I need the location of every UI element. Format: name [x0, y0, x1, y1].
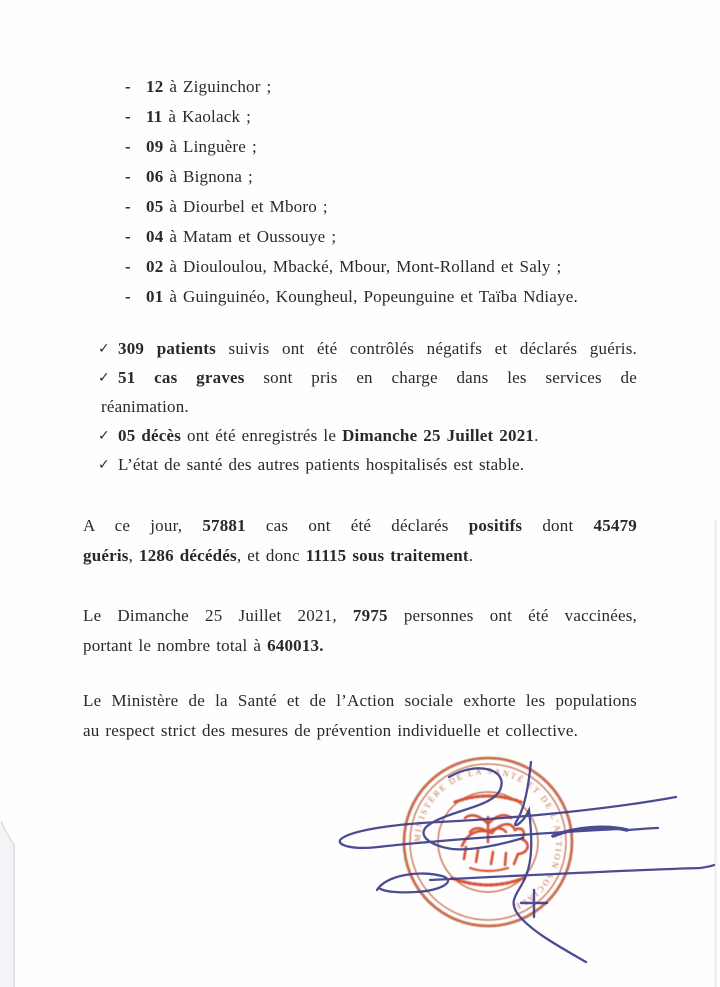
check-icon: ✓: [98, 457, 110, 473]
dash-bullet: -: [125, 257, 131, 276]
case-count: 01: [146, 287, 164, 306]
dash-bullet: -: [125, 77, 131, 96]
case-list: [83, 72, 637, 312]
signature-lower-stroke: [430, 865, 714, 880]
highlight-line: L’état de santé des autres patients hospitalisés est stable.: [118, 455, 525, 474]
paragraph-ministry: [83, 686, 637, 746]
case-list-item: [83, 72, 637, 102]
case-count: 12: [146, 77, 164, 96]
paragraph-line: A ce jour, 57881 cas ont été déclarés positifs dont 45479: [83, 516, 637, 535]
dash-bullet: -: [125, 287, 131, 306]
highlight-line: 51 cas graves sont pris en charge dans les services de: [118, 368, 637, 387]
stamp-emblem: [452, 796, 528, 885]
stamp-inner-ring: [410, 764, 566, 920]
dash-bullet: -: [125, 137, 131, 156]
case-count: 11: [146, 107, 163, 126]
check-icon: ✓: [98, 428, 110, 444]
dash-bullet: -: [125, 227, 131, 246]
case-text: à Kaolack ;: [162, 107, 252, 126]
highlight-line: 05 décès ont été enregistrés le Dimanche 25 Juillet 2021.: [118, 426, 539, 445]
case-list-item: [83, 252, 637, 282]
ministry-stamp: [404, 758, 572, 926]
case-text: à Linguère ;: [163, 137, 257, 156]
paragraph-line: Le Dimanche 25 Juillet 2021, 7975 personnes ont été vaccinées,: [83, 606, 637, 625]
check-icon: ✓: [98, 341, 110, 357]
paragraph-totals: [83, 511, 637, 571]
dash-bullet: -: [125, 167, 131, 186]
highlight-line: 309 patients suivis ont été contrôlés négatifs et déclarés guéris.: [118, 339, 637, 358]
paragraph-vaccination: [83, 601, 637, 661]
paragraph-line: au respect strict des mesures de prévention individuelle et collective.: [83, 721, 579, 740]
document-content: [83, 0, 637, 746]
case-text: à Diourbel et Mboro ;: [163, 197, 328, 216]
case-list-item: [83, 282, 637, 312]
case-text: à Diouloulou, Mbacké, Mbour, Mont-Rolland et Saly ;: [163, 257, 562, 276]
dash-bullet: -: [125, 107, 131, 126]
stamp-center-ring: [438, 792, 538, 892]
case-text: à Guinguinéo, Koungheul, Popeunguine et Taïba Ndiaye.: [163, 287, 578, 306]
signature-lower-loop: [377, 874, 448, 893]
page-edge-right: [714, 520, 717, 987]
highlight-item: [98, 334, 637, 363]
case-count: 06: [146, 167, 164, 186]
signature-upper-stroke: [340, 797, 676, 848]
highlight-item: [98, 450, 637, 479]
paragraph-line: guéris, 1286 décédés, et donc 11115 sous traitement.: [83, 546, 474, 565]
dash-bullet: -: [125, 197, 131, 216]
case-list-item: [83, 192, 637, 222]
case-text: à Ziguinchor ;: [163, 77, 272, 96]
signature-pen-hook: [553, 827, 627, 836]
signature-upper-tail: [627, 828, 658, 830]
case-list-item: [83, 162, 637, 192]
case-count: 09: [146, 137, 164, 156]
signature-s-curl: [424, 768, 523, 849]
case-count: 04: [146, 227, 164, 246]
signature-descender: [514, 762, 586, 962]
signature-cross-mark: [521, 890, 547, 917]
highlight-item: [98, 363, 637, 421]
highlight-line: réanimation.: [101, 397, 189, 416]
case-text: à Bignona ;: [163, 167, 253, 186]
highlight-item: [98, 421, 637, 450]
case-list-item: [83, 222, 637, 252]
case-count: 05: [146, 197, 164, 216]
check-icon: ✓: [98, 370, 110, 386]
stamp-outer-ring: [404, 758, 572, 926]
paragraph-line: Le Ministère de la Santé et de l’Action sociale exhorte les populations: [83, 691, 637, 710]
case-list-item: [83, 132, 637, 162]
highlights-list: [83, 334, 637, 479]
stamp-ring-text: MINISTÈRE DE LA SANTÉ ET DE L’ACTION SOCIALE: [411, 765, 565, 913]
signature-ink: [340, 762, 714, 962]
case-list-item: [83, 102, 637, 132]
paragraph-line: portant le nombre total à 640013.: [83, 636, 324, 655]
case-text: à Matam et Oussouye ;: [163, 227, 337, 246]
case-count: 02: [146, 257, 164, 276]
